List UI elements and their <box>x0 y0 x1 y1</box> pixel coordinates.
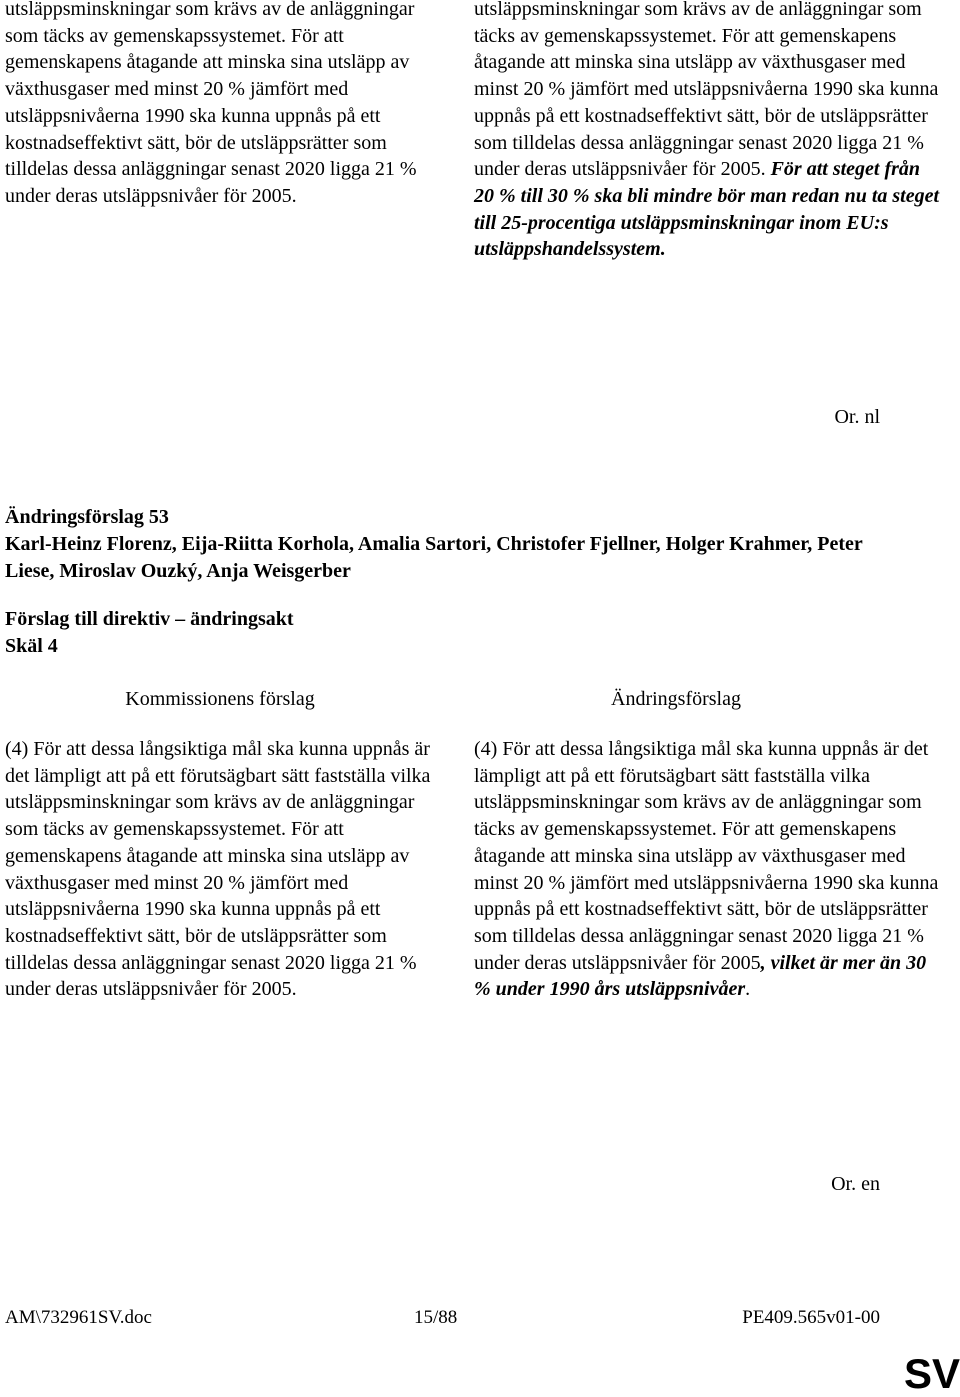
language-code: SV <box>903 1350 960 1397</box>
top-right-text <box>474 0 944 263</box>
footer-pe-ref: PE409.565v01-00 <box>742 1307 880 1328</box>
commission-text: (4) För att dessa långsiktiga mål ska kunna uppnås är det lämpligt att på ett förutsägbart sätt fastställa vilka utsläppsminskningar som krävs av de anläggningar som täcks av gemenskapssystemet. För att gemenskapens åtagande att minska sina utsläpp av växthusgaser med minst 20 % jämfört med utsläppsnivåerna 1990 ska kunna uppnås på ett kostnadseffektivt sätt, bör de utsläppsrätter som tilldelas dessa anläggningar senast 2020 ligga 21 % under deras utsläppsnivåer för 2005. <box>5 738 431 1001</box>
amendment-authors: Karl-Heinz Florenz, Eija-Riitta Korhola, Amalia Sartori, Christofer Fjellner, Holger Krahmer, Peter Liese, Miroslav Ouzký, Anja Weisgerber <box>5 533 863 582</box>
amendment-text-plain: (4) För att dessa långsiktiga mål ska kunna uppnås är det lämpligt att på ett förutsägbart sätt fastställa vilka utsläppsminskningar som krävs av de anläggningar som täcks av gemenskapssystemet. För att gemenskapens åtagande att minska sina utsläpp av växthusgaser med minst 20 % jämfört med utsläppsnivåerna 1990 ska kunna uppnås på ett kostnadseffektivt sätt, bör de utsläppsrätter som tilldelas dessa anläggningar senast 2020 ligga 21 % under deras utsläppsnivåer för 2005 <box>474 738 939 974</box>
amendment-document: Förslag till direktiv – ändringsakt <box>5 608 294 630</box>
amendment-title: Ändringsförslag 53 <box>5 506 169 528</box>
top-right-plain: utsläppsminskningar som krävs av de anläggningar som täcks av gemenskapssystemet. För att gemenskapens åtagande att minska sina utsläpp av växthusgaser med minst 20 % jämfört med utsläppsnivåerna 1990 ska kunna uppnås på ett kostnadseffektivt sätt, bör de utsläppsrätter som tilldelas dessa anläggningar senast 2020 ligga 21 % under deras utsläppsnivåer för 2005. <box>474 0 939 181</box>
amendment-text-end: . <box>745 978 751 1001</box>
commission-heading: Kommissionens förslag <box>125 688 315 710</box>
or-label-nl: Or. nl <box>834 406 880 428</box>
amendment-text-added: , vilket är mer än 30 % under 1990 års utsläppsnivåer <box>474 951 927 1001</box>
top-right-added: För att steget från 20 % till 30 % ska bli mindre bör man redan nu ta steget till 25-procentiga utsläppsminskningar inom EU:s utsläppshandelssystem. <box>474 158 940 261</box>
amendment-text <box>474 736 944 1003</box>
footer-doc-ref: AM\732961SV.doc <box>5 1307 152 1328</box>
amendment-heading: Ändringsförslag <box>611 688 741 710</box>
footer-page-number: 15/88 <box>414 1307 458 1328</box>
or-label-en: Or. en <box>831 1173 880 1195</box>
amendment-section: Skäl 4 <box>5 635 58 657</box>
top-left-text: utsläppsminskningar som krävs av de anläggningar som täcks av gemenskapssystemet. För att gemenskapens åtagande att minska sina utsläpp av växthusgaser med minst 20 % jämfört med utsläppsnivåerna 1990 ska kunna uppnås på ett kostnadseffektivt sätt, bör de utsläppsrätter som tilldelas dessa anläggningar senast 2020 ligga 21 % under deras utsläppsnivåer för 2005. <box>5 0 417 207</box>
